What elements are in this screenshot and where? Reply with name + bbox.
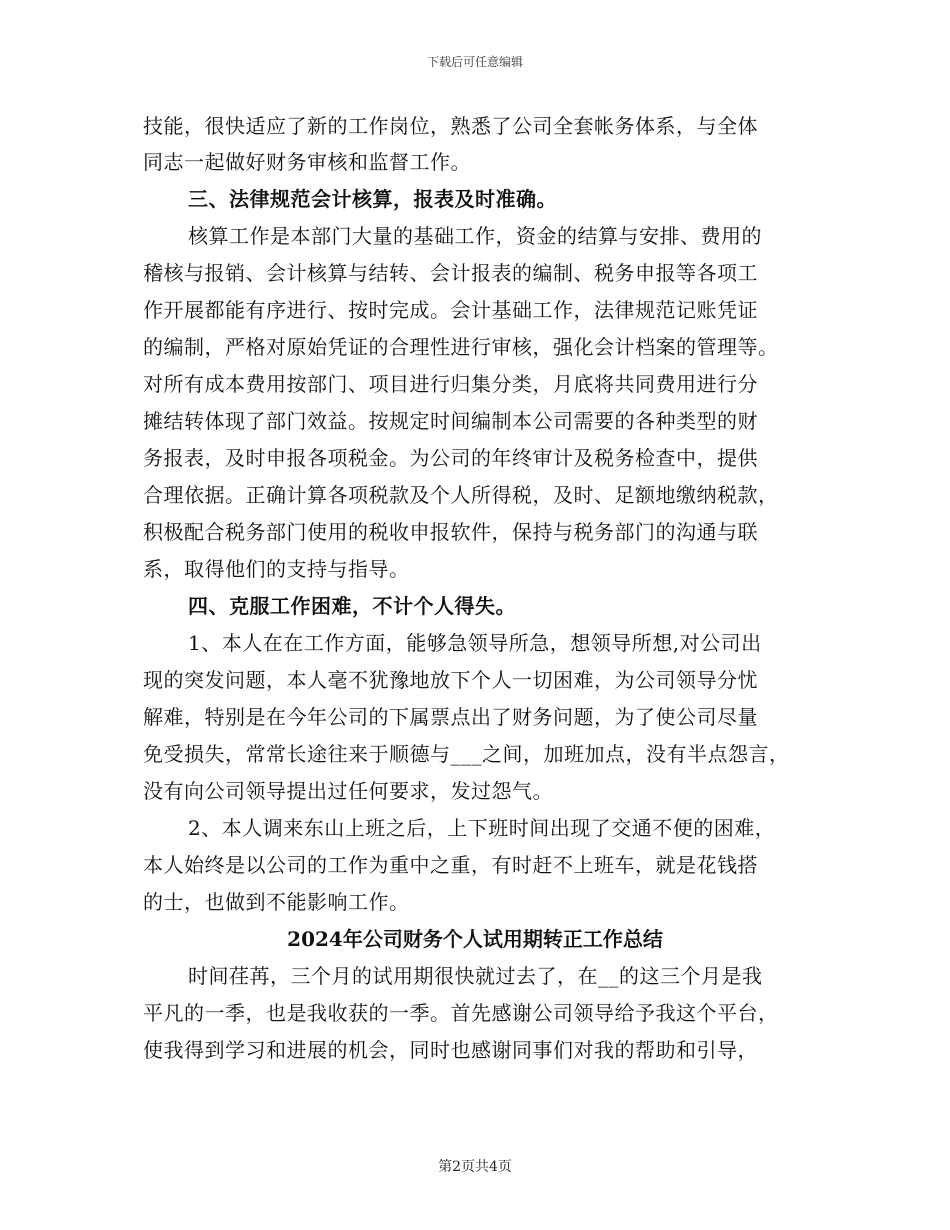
paragraph-line: 免受损失，常常长途往来于顺德与___之间，加班加点，没有半点怨言， xyxy=(143,742,790,766)
header-note: 下载后可任意编辑 xyxy=(426,55,523,69)
paragraph-line: 解难，特别是在今年公司的下属票点出了财务问题，为了使公司尽量 xyxy=(143,705,758,729)
paragraph-line: 对所有成本费用按部门、项目进行归集分类，月底将共同费用进行分 xyxy=(143,372,758,396)
page-number: 第2页共4页 xyxy=(438,1159,512,1175)
paragraph-line: 时间荏苒，三个月的试用期很快就过去了，在__的这三个月是我 xyxy=(188,964,763,988)
paragraph-line: 摊结转体现了部门效益。按规定时间编制本公司需要的各种类型的财 xyxy=(143,409,758,433)
paragraph-line: 2、本人调来东山上班之后，上下班时间出现了交通不便的困难， xyxy=(188,816,776,840)
paragraph-line: 本人始终是以公司的工作为重中之重，有时赶不上班车，就是花钱搭 xyxy=(143,853,758,877)
paragraph-line: 合理依据。正确计算各项税款及个人所得税，及时、足额地缴纳税款， xyxy=(143,483,779,507)
section-heading-4: 四、克服工作困难，不计个人得失。 xyxy=(188,594,516,618)
paragraph-line: 的编制，严格对原始凭证的合理性进行审核，强化会计档案的管理等。 xyxy=(143,335,779,359)
paragraph-line: 同志一起做好财务审核和监督工作。 xyxy=(143,150,471,174)
paragraph-line: 系，取得他们的支持与指导。 xyxy=(143,557,410,581)
paragraph-line: 作开展都能有序进行、按时完成。会计基础工作，法律规范记账凭证 xyxy=(143,298,758,322)
paragraph-line: 没有向公司领导提出过任何要求，发过怨气。 xyxy=(143,779,553,803)
section-heading-3: 三、法律规范会计核算，报表及时准确。 xyxy=(188,187,557,211)
paragraph-line: 务报表，及时申报各项税金。为公司的年终审计及税务检查中，提供 xyxy=(143,446,758,470)
document-title: 2024年公司财务个人试用期转正工作总结 xyxy=(287,927,663,951)
paragraph-line: 核算工作是本部门大量的基础工作，资金的结算与安排、费用的 xyxy=(188,224,762,248)
paragraph-line: 平凡的一季，也是我收获的一季。首先感谢公司领导给予我这个平台， xyxy=(143,1001,779,1025)
paragraph-line: 使我得到学习和进展的机会，同时也感谢同事们对我的帮助和引导， xyxy=(143,1038,758,1062)
paragraph-line: 稽核与报销、会计核算与结转、会计报表的编制、税务申报等各项工 xyxy=(143,261,758,285)
paragraph-line: 的士，也做到不能影响工作。 xyxy=(143,890,410,914)
paragraph-line: 现的突发问题，本人毫不犹豫地放下个人一切困难，为公司领导分忧 xyxy=(143,668,758,692)
paragraph-line: 积极配合税务部门使用的税收申报软件，保持与税务部门的沟通与联 xyxy=(143,520,758,544)
paragraph-line: 技能，很快适应了新的工作岗位，熟悉了公司全套帐务体系，与全体 xyxy=(143,114,758,138)
paragraph-line: 1、本人在在工作方面，能够急领导所急，想领导所想,对公司出 xyxy=(188,631,762,655)
